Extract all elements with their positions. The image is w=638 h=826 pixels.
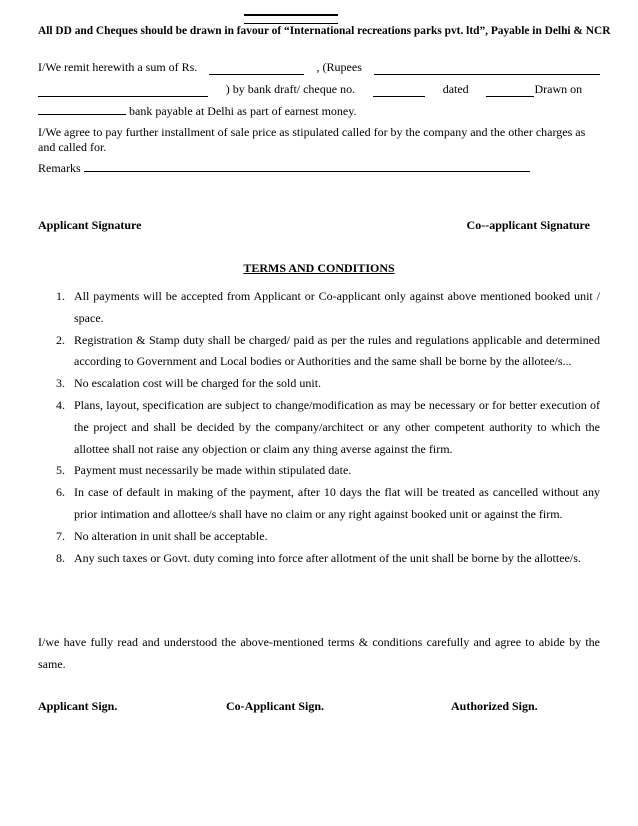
terms-list: [38, 286, 600, 569]
terms-title: TERMS AND CONDITIONS: [243, 261, 395, 275]
term-number: 5.: [56, 463, 65, 478]
dated-label: dated: [442, 82, 469, 96]
term-text: Payment must necessarily be made within stipulated date.: [74, 463, 352, 478]
term-item: [38, 286, 600, 330]
term-item: [38, 460, 600, 482]
rupees-words-field-cont[interactable]: [38, 85, 208, 97]
term-number: 1.: [56, 289, 65, 303]
co-applicant-sign-label: Co-Applicant Sign.: [226, 699, 325, 713]
payment-notice: All DD and Cheques should be drawn in favour of “International recreations parks pvt. ltd”, Payable in Delhi & NCR: [38, 25, 611, 37]
drawn-on-label: Drawn on: [534, 82, 583, 96]
term-text: No alteration in unit shall be acceptable.: [74, 528, 268, 543]
rupees-words-field[interactable]: [374, 63, 600, 75]
term-number: 2.: [56, 332, 65, 347]
term-text: Plans, layout, specification are subject to change/modification as may be necessary or for better execution of the project and shall be decided by the company/architect or any other competent authority to which the allottee shall not raise any objection or claim any thing averse against the firm.: [74, 397, 600, 456]
term-number: 3.: [56, 376, 65, 391]
term-item: [38, 395, 600, 460]
remit-line-1: [38, 60, 600, 75]
drawn-group: [486, 82, 582, 97]
term-item: [38, 330, 600, 374]
rupees-label: , (Rupees: [316, 60, 362, 74]
co-applicant-signature-label: Co--applicant Signature: [466, 218, 590, 232]
applicant-signature-label: Applicant Signature: [38, 218, 142, 232]
term-text: In case of default in making of the payment, after 10 days the flat will be treated as cancelled without any prior intimation and allottee/s shall have no claim or any right against booked unit or against the firm.: [74, 485, 600, 521]
term-text: Any such taxes or Govt. duty coming into force after allotment of the unit shall be borne by the allottee/s.: [74, 550, 581, 565]
term-number: 6.: [56, 485, 65, 500]
by-label: ) by bank draft/ cheque no.: [225, 82, 356, 96]
term-item: [38, 373, 600, 395]
cheque-no-field[interactable]: [373, 85, 425, 97]
term-number: 8.: [56, 550, 65, 565]
remarks-field[interactable]: [84, 160, 530, 172]
term-text: No escalation cost will be charged for the sold unit.: [74, 376, 322, 391]
remit-line-3: [38, 103, 356, 119]
term-item: [38, 482, 600, 526]
bank-suffix: bank payable at Delhi as part of earnest money.: [129, 104, 357, 118]
closing-statement: I/we have fully read and understood the above-mentioned terms & conditions carefully and agree to abide by the same.: [38, 635, 600, 671]
remit-prefix: I/We remit herewith a sum of Rs.: [38, 60, 198, 74]
header-rule: [244, 14, 338, 24]
agreement-paragraph: I/We agree to pay further installment of sale price as stipulated called for by the company and the other charges as and called for.: [38, 125, 586, 154]
remarks-line: [38, 160, 530, 176]
term-text: All payments will be accepted from Applicant or Co-applicant only against above mentioned booked unit / space.: [74, 289, 600, 325]
term-number: 4.: [56, 397, 65, 412]
term-text: Registration & Stamp duty shall be charged/ paid as per the rules and regulations applicable and determined according to Government and Local bodies or Authorities and the same shall be borne by the allotee/s...: [74, 332, 600, 369]
date-field[interactable]: [486, 85, 534, 97]
bank-name-field[interactable]: [38, 103, 126, 115]
remarks-label: Remarks: [38, 161, 81, 175]
remit-line-2: [38, 82, 600, 97]
applicant-sign-label: Applicant Sign.: [38, 699, 118, 713]
term-item: [38, 526, 600, 548]
authorized-sign-label: Authorized Sign.: [451, 699, 538, 713]
term-number: 7.: [56, 528, 65, 543]
term-item: [38, 548, 600, 570]
amount-field[interactable]: [209, 63, 304, 75]
